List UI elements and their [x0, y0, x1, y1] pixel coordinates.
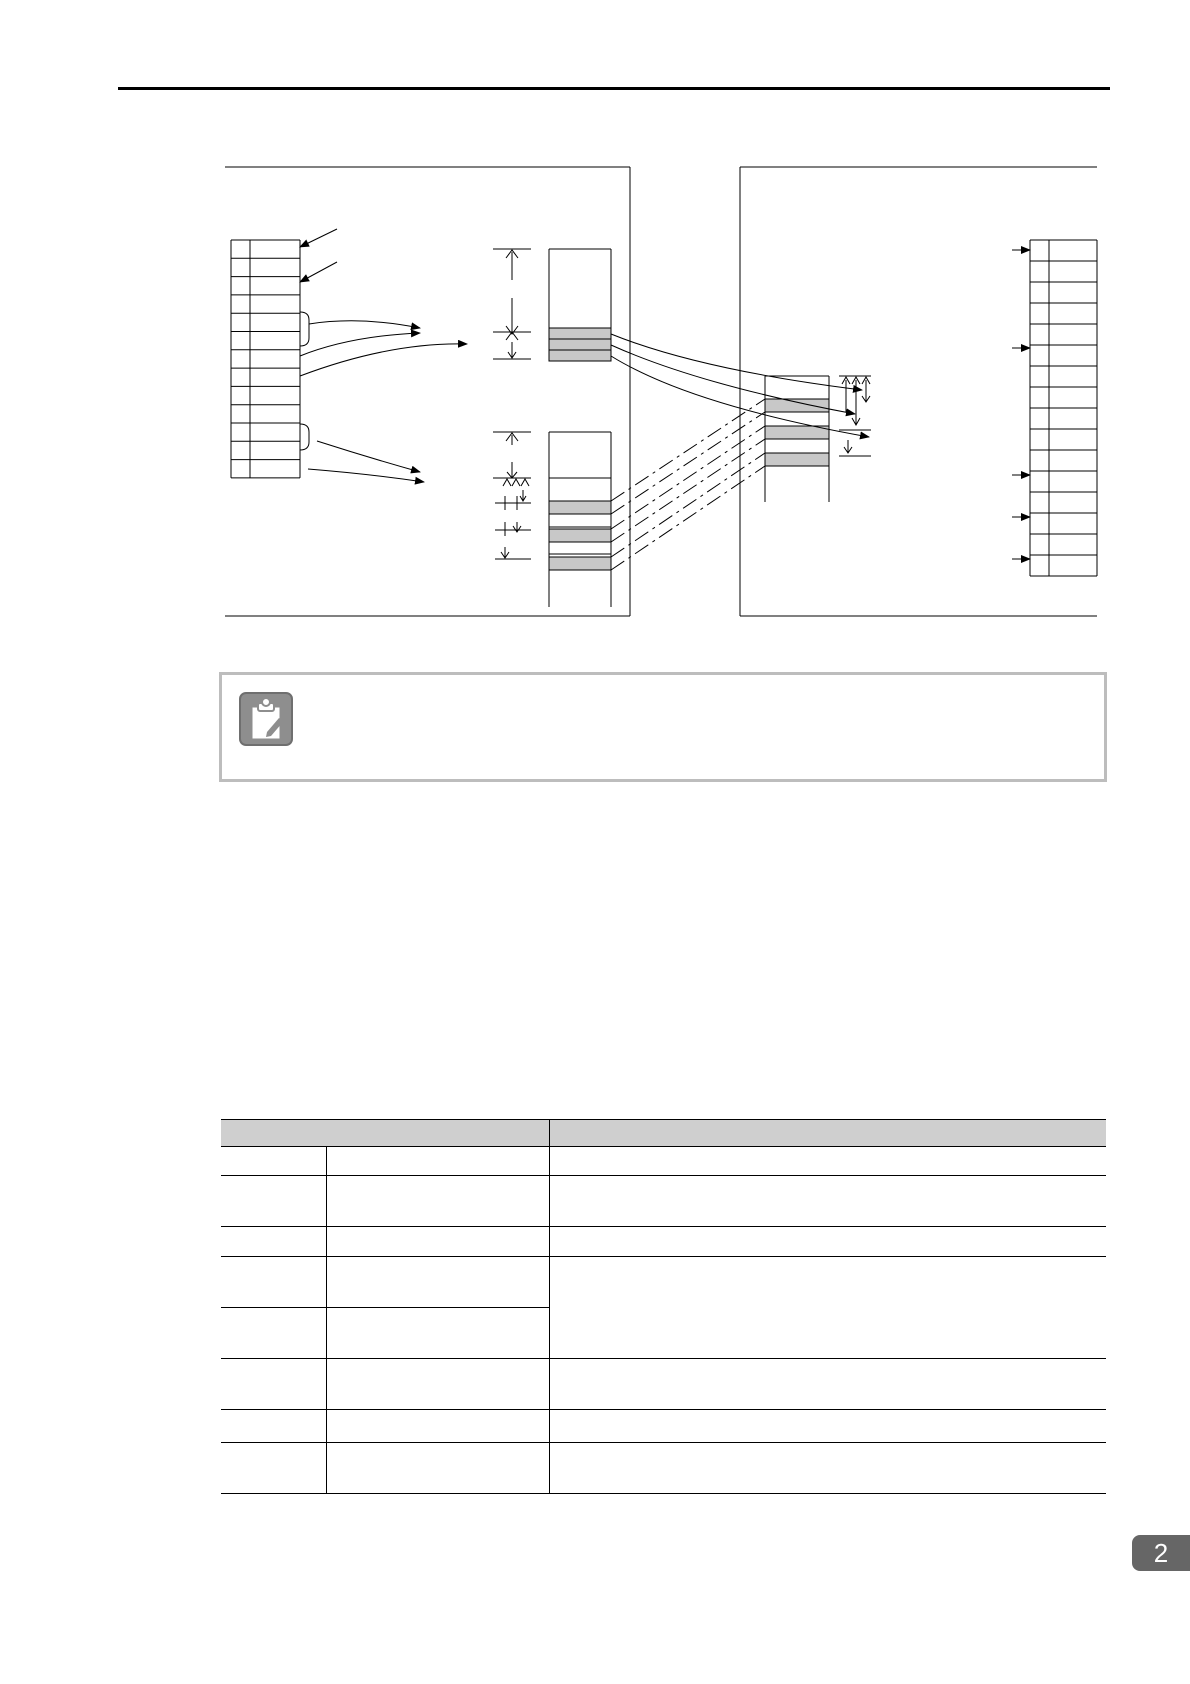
left-register-table [231, 240, 300, 478]
table-cell [221, 1359, 326, 1410]
table-cell [326, 1443, 549, 1494]
center-memory-block [765, 376, 829, 502]
left-panel-frame [225, 167, 630, 616]
table-cell [221, 1147, 326, 1176]
table-header-1 [549, 1120, 1106, 1147]
table-header-0 [221, 1120, 549, 1147]
table-cell [549, 1359, 1106, 1410]
upper-dimension-markers [493, 249, 531, 359]
table-cell [549, 1176, 1106, 1227]
right-arrows [1012, 250, 1030, 559]
table-cell [549, 1410, 1106, 1443]
table-cell [221, 1443, 326, 1494]
table-cell [326, 1308, 549, 1359]
table-cell [326, 1359, 549, 1410]
table-cell [221, 1257, 326, 1308]
table-cell [326, 1227, 549, 1257]
table-cell [549, 1443, 1106, 1494]
table-cell [549, 1227, 1106, 1257]
upper-memory-block [549, 249, 611, 361]
lower-connections [611, 399, 765, 570]
right-panel-frame [740, 167, 1097, 616]
parameter-table [221, 1119, 1106, 1494]
table-cell [549, 1257, 1106, 1359]
note-box [219, 672, 1107, 782]
table-cell [326, 1147, 549, 1176]
table-cell [221, 1227, 326, 1257]
clipboard-pencil-icon [239, 692, 293, 746]
right-register-table [1030, 240, 1097, 576]
table-cell [326, 1176, 549, 1227]
table-cell [221, 1308, 326, 1359]
lower-dimension-markers [493, 432, 531, 559]
table-cell [326, 1410, 549, 1443]
lower-memory-block [549, 432, 611, 607]
left-arrows [300, 229, 467, 482]
memory-map-diagram [0, 0, 1190, 640]
table-cell [221, 1410, 326, 1443]
table-cell [326, 1257, 549, 1308]
chapter-tab: 2 [1132, 1535, 1190, 1571]
table-cell [221, 1176, 326, 1227]
table-cell [549, 1147, 1106, 1176]
